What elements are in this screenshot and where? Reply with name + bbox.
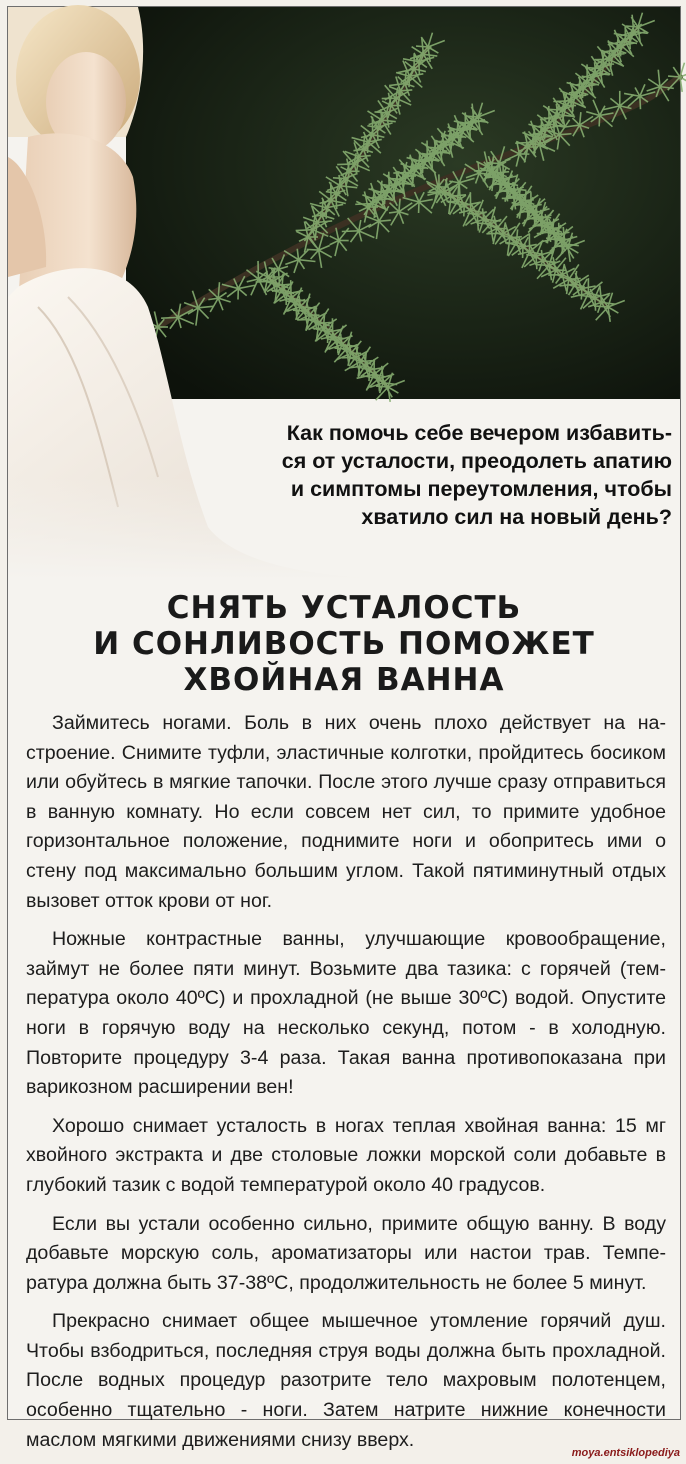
spruce-needle [550,109,562,110]
lead-question: Как помочь себе вечером избавить- ся от усталости, преодолеть апатию и симптомы переутомления, чтобы хватило сил на новый день? [152,419,672,531]
spruce-needle [596,306,608,307]
spruce-needle [626,26,638,27]
spruce-needle [400,90,412,91]
spruce-needle [466,116,478,117]
spruce-needle [640,96,641,109]
spruce-needle [334,348,346,349]
spruce-needle [374,112,386,113]
spruce-needle [293,310,305,311]
spruce-needle [477,215,478,231]
spruce-needle [333,178,345,179]
spruce-needle [591,78,592,91]
spruce-needle [556,246,568,247]
spruce-needle [359,156,371,157]
spruce-needle [416,46,428,47]
spruce-needle [668,76,680,77]
hero-photo [8,7,680,579]
spruce-needle [630,36,631,49]
spruce-needle [323,315,324,328]
spruce-needle [560,134,572,135]
spruce-needle [376,386,388,387]
paragraph: Хорошо снимает усталость в ногах теплая хвойная ванна: 15 мг хвойного экстракта и две столовые ложки морской соли добавьте в глубокий тазик с водой температурой около 40 градусов. [26,1112,666,1201]
spruce-needle [337,164,354,165]
spruce-needle [399,199,400,212]
paragraph: Займитесь ногами. Боль в них очень плохо действует на настроение. Снимите туфли, эластичные колготки, пройдитесь босиком или обуйтесь в мягкие тапочки. После этого лучше сразу отправиться в ванную комнату. Но если совсем нет сил, то примите удобное горизонтальное положение, поднимите ноги и обопритесь ими о стену под максимально большим углом. Такой пятиминутный отдых вызовет отток крови от ног. [26,709,666,916]
article-body [26,709,666,1464]
spruce-needle [296,230,313,231]
source-credit: moya.entsiklopediya [572,1447,680,1459]
spruce-needle [363,136,364,149]
spruce-needle [307,249,319,250]
spruce-needle [599,115,600,126]
spruce-needle [379,220,391,221]
paragraph: Если вы устали особенно сильно, примите общую ванну. В воду добавьте морскую соль, ароматизаторы или настои трав. Температура должна быть 37-38ºС, продолжительность не более 5 минут. [26,1210,666,1299]
spruce-needle [342,231,359,232]
spruce-needle [516,229,517,242]
article-title: СНЯТЬ УСТАЛОСТЬ И СОНЛИВОСТЬ ПОМОЖЕТ ХВОЙНАЯ ВАННА [8,590,680,698]
paragraph: Прекрасно снимает общее мышечное утомление горячий душ. Чтобы взбодриться, последняя струя воды должна быть прохладной. После водных процедур разотрите тело махровым полотенцем, особенно тщательно - ноги. Затем натрите нижние конечности маслом мягкими движениями снизу вверх. [26,1307,666,1455]
newspaper-page [7,6,681,1420]
spruce-needle [161,317,178,318]
paragraph: Ножные контрастные ванны, улучшающие кровообращение, займут не более пяти минут. Возьмите два тазика: с горячей (температура около 40ºС) и прохладной (не выше 30ºС) водой. Опустите ноги в горячую воду на несколько секунд, потом - в холодную. Повторите процедуру 3-4 раза. Такая ванна противопоказана при варикозном расширении вен! [26,925,666,1103]
